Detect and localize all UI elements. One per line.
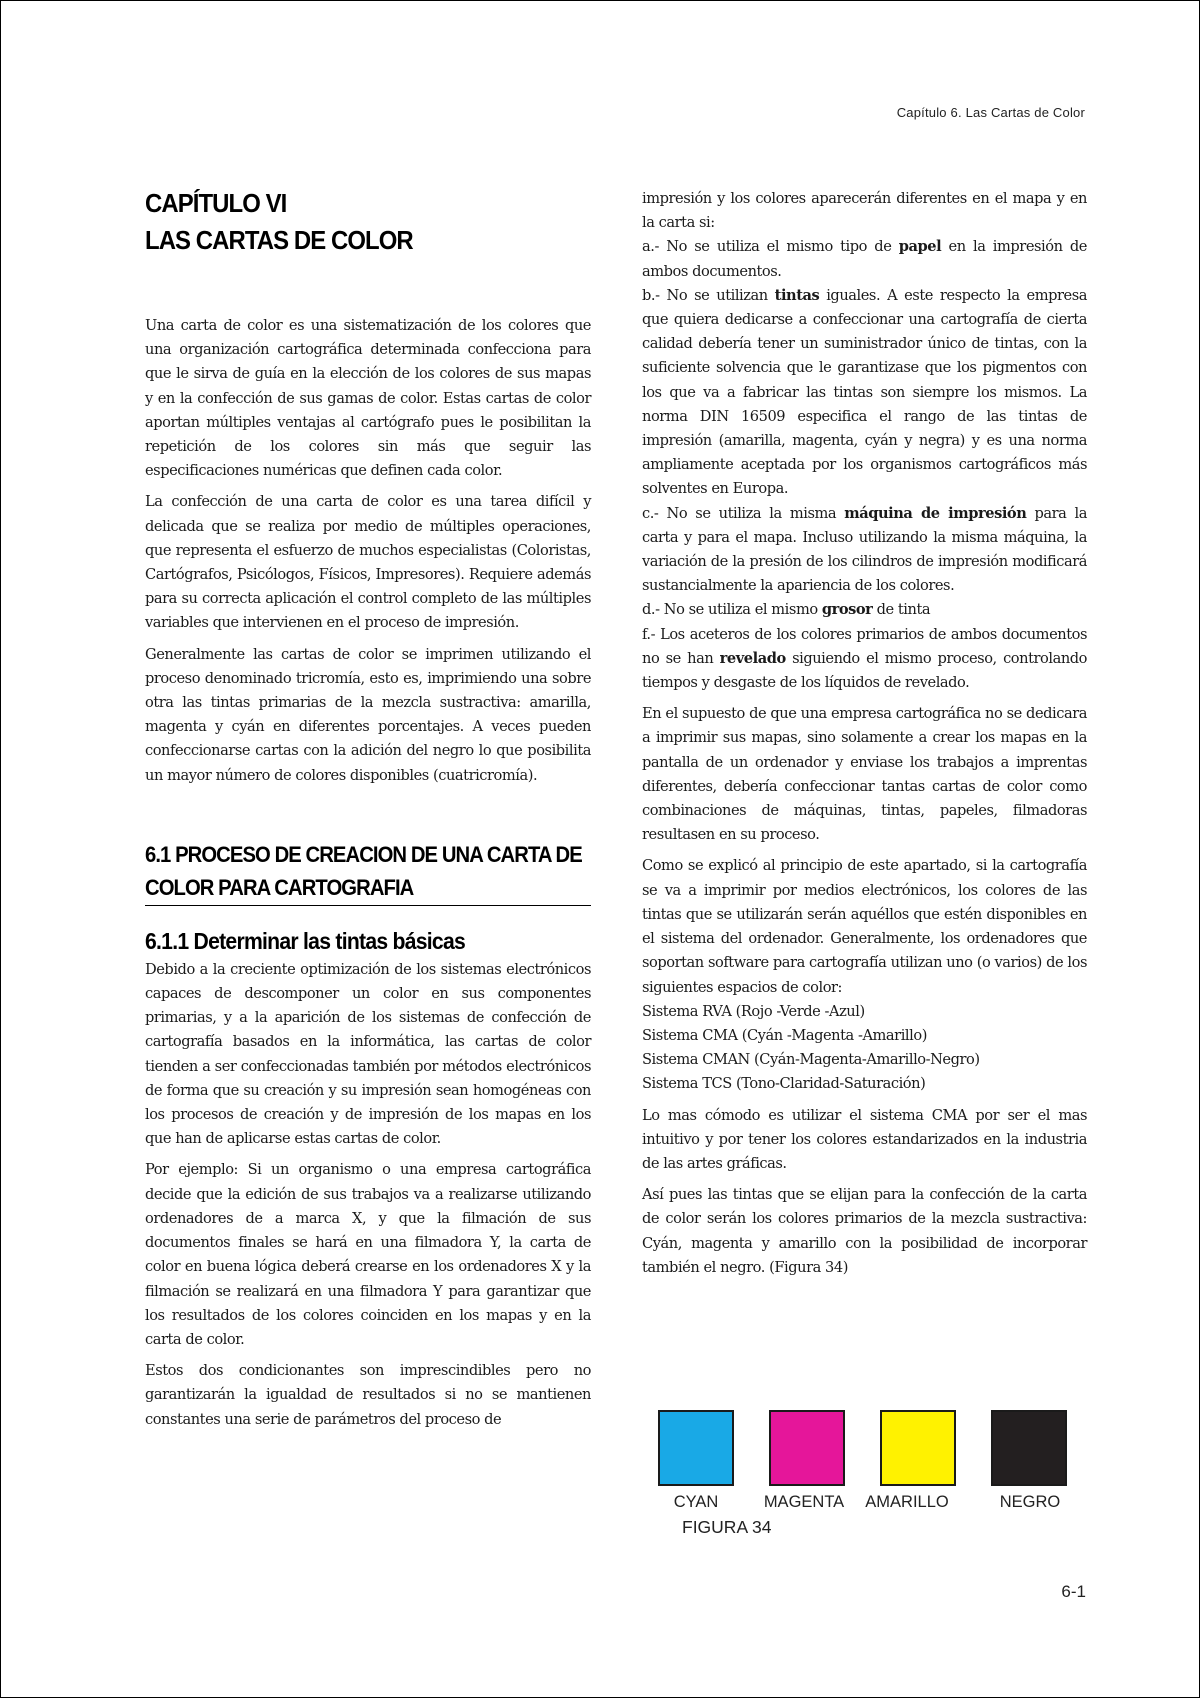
paragraph: Estos dos condicionantes son imprescindibles pero no garantizarán la igualdad de resultados si no se mantienen constantes una serie de parámetros del proceso de (145, 1362, 591, 1428)
list-item-keyword: revelado (719, 649, 786, 667)
list-item-d (642, 601, 930, 618)
figure-34 (658, 1410, 1088, 1550)
chapter-name: LAS CARTAS DE COLOR (145, 225, 413, 255)
color-system-item: Sistema RVA (Rojo -Verde -Azul) (642, 1002, 865, 1020)
list-item-a (642, 238, 1087, 279)
swatch-label-cyan: CYAN (673, 1493, 719, 1511)
list-item-text: de tinta (872, 601, 931, 619)
paragraph: La confección de una carta de color es una tarea difícil y delicada que se realiza por medio de múltiples operaciones, que representa el esfuerzo de muchos especialistas (Coloristas, Cartógrafos, Psicólogos, Físicos, Impresores). Requiere además para su correcta aplicación el control completo de las múltiples variables que intervienen en el proceso de impresión. (145, 493, 591, 632)
section-title-line: 6.1 PROCESO DE CREACION DE UNA CARTA DE (145, 841, 582, 867)
list-item-text: iguales. A este respecto la empresa que quiera dedicarse a confeccionar una cartografía de cierta calidad debería tener un suministrador único de tintas, con la suficiente solvencia que le garantizase que los pigmentos con los que va a fabricar las tintas son siempre los mismos. La norma DIN 16509 especifica el rango de las tintas de impresión (amarilla, magenta, cyán y negra) y es una norma ampliamente aceptada por los organismos cartográficos más solventes en Europa. (642, 286, 1087, 498)
color-system-item: Sistema CMA (Cyán -Magenta -Amarillo) (642, 1026, 927, 1044)
right-column (642, 187, 1087, 1280)
cyan-swatch (658, 1410, 734, 1486)
running-head: Capítulo 6. Las Cartas de Color (896, 105, 1085, 120)
list-item-keyword: tintas (774, 286, 820, 304)
list-item-text: c.- No se utiliza la misma (642, 504, 845, 522)
figure-caption: FIGURA 34 (682, 1517, 772, 1537)
list-item-text: para la carta y para el mapa. Incluso utilizando la misma máquina, la variación de la presión de los cilindros de impresión modificará sustancialmente la apariencia de los colores. (642, 504, 1088, 595)
paragraph: Generalmente las cartas de color se imprimen utilizando el proceso denominado tricromía, esto es, imprimiendo una sobre otra las tintas primarias de la mezcla sustractiva: amarilla, magenta y cyán en diferentes porcentajes. A veces pueden confeccionarse cartas con la adición del negro lo que posibilita un mayor número de colores disponibles (cuatricromía). (145, 645, 591, 784)
list-item-keyword: papel (898, 238, 942, 256)
list-item-text: b.- No se utilizan (642, 286, 775, 304)
swatch-label-negro: NEGRO (999, 1493, 1061, 1511)
list-item-text: siguiendo el mismo proceso, controlando tiempos y desgaste de los líquidos de revelado. (642, 649, 1087, 692)
list-item-c (642, 505, 1087, 595)
paragraph: Así pues las tintas que se elijan para la confección de la carta de color serán los colores primarios de la mezcla sustractiva: Cyán, magenta y amarillo con la posibilidad de incorporar también el negro. (Figura 34) (642, 1186, 1087, 1276)
list-item-text: d.- No se utiliza el mismo (642, 601, 822, 619)
list-item-keyword: grosor (821, 601, 873, 619)
black-swatch (991, 1410, 1067, 1486)
swatch-label-amarillo: AMARILLO (865, 1493, 949, 1511)
page-number: 6-1 (1061, 1582, 1086, 1601)
list-item-text: en la impresión de ambos documentos. (642, 238, 1087, 280)
paragraph: impresión y los colores aparecerán diferentes en el mapa y en la carta si: (642, 190, 1087, 232)
paragraph-block (642, 187, 1087, 695)
paragraph-block (642, 854, 1087, 1096)
subsection-title (145, 926, 591, 956)
left-column (145, 185, 591, 1432)
list-item-f (642, 626, 1087, 691)
paragraph: Una carta de color es una sistematización de los colores que una organización cartográfica determinada confecciona para que le sirva de guía en la elección de los colores de sus mapas y en la confección de sus gamas de color. Estas cartas de color aportan múltiples ventajas al cartógrafo pues le posibilitan la repetición de los colores sin más que seguir las especificaciones numéricas que definen cada color. (145, 317, 591, 480)
paragraph: Lo mas cómodo es utilizar el sistema CMA por ser el mas intuitivo y por tener los colores estandarizados en la industria de las artes gráficas. (642, 1106, 1087, 1172)
paragraph: Por ejemplo: Si un organismo o una empresa cartográfica decide que la edición de sus trabajos va a realizarse utilizando ordenadores de a marca X, y que la filmación de sus documentos finales se hará en una filmadora Y, la carta de color en buena lógica deberá crearse en los ordenadores X y la filmación se realizará en una filmadora Y para garantizar que los resultados de los colores coinciden en los mapas y en la carta de color. (145, 1161, 591, 1348)
yellow-swatch (880, 1410, 956, 1486)
paragraph: En el supuesto de que una empresa cartográfica no se dedicara a imprimir sus mapas, sino solamente a crear los mapas en la pantalla de un ordenador y enviase los trabajos a imprentas diferentes, debería confeccionar tantas cartas de color como combinaciones de máquinas, tintas, papeles, filmadoras resultasen en su proceso. (642, 705, 1087, 844)
color-system-item: Sistema CMAN (Cyán-Magenta-Amarillo-Negro) (642, 1051, 980, 1069)
list-item-text: f.- Los aceteros de los colores primarios de ambos documentos no se han (642, 625, 1087, 667)
magenta-swatch (769, 1410, 845, 1486)
list-item-text: a.- No se utiliza el mismo tipo de (642, 238, 899, 256)
section-title (145, 838, 591, 906)
list-item-b (642, 287, 1087, 498)
color-system-item: Sistema TCS (Tono-Claridad-Saturación) (642, 1075, 926, 1093)
paragraph: Como se explicó al principio de este apartado, si la cartografía se va a imprimir por medios electrónicos, los colores de las tintas que se utilizarán serán aquéllos que estén disponibles en el sistema del ordenador. Generalmente, los ordenadores que soportan software para cartografía utilizan uno (o varios) de los siguientes espacios de color: (642, 857, 1087, 996)
swatch-label-magenta: MAGENTA (763, 1493, 845, 1511)
chapter-title (145, 185, 555, 259)
chapter-number: CAPÍTULO VI (145, 188, 287, 218)
section-title-line: COLOR PARA CARTOGRAFIA (145, 874, 414, 900)
list-item-keyword: máquina de impresión (844, 504, 1027, 522)
paragraph: Debido a la creciente optimización de los sistemas electrónicos capaces de descomponer un color en sus componentes primarias, y a la aparición de los sistemas de confección de cartografía basados en la informática, las cartas de color tienden a ser confeccionadas también por métodos electrónicos de forma que su creación y su impresión sean homogéneas con los procesos de creación y de impresión de los mapas en los que han de aplicarse estas cartas de color. (145, 960, 591, 1148)
subsection-title-text: 6.1.1 Determinar las tintas básicas (145, 927, 466, 954)
